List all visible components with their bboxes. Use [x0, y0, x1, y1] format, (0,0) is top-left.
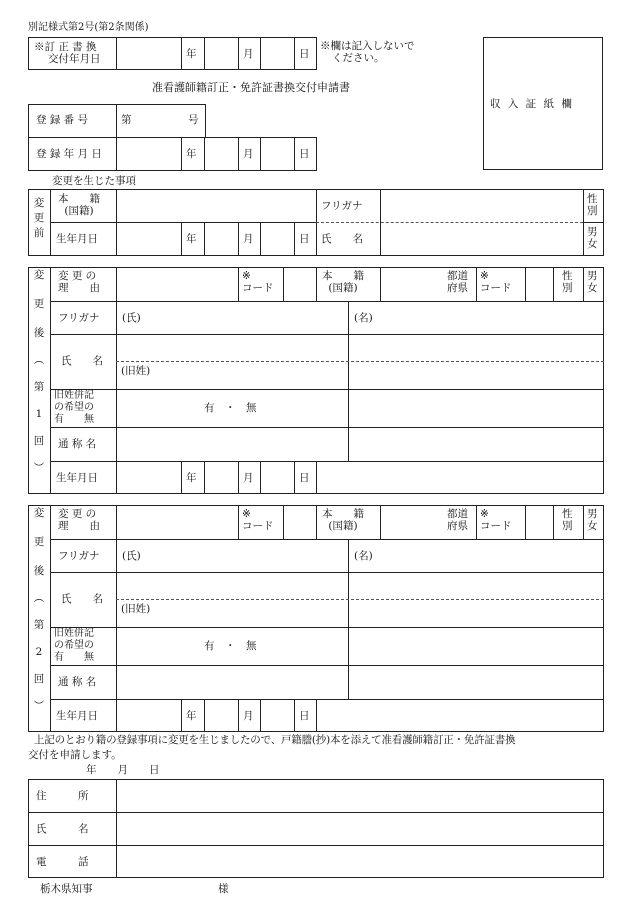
after-2-birth-day-input[interactable]	[261, 700, 293, 731]
after-1-prefecture-label: 都道 府県	[447, 270, 468, 295]
after-2-furigana-surname-mark: (氏)	[122, 550, 141, 562]
after-2-sex-options[interactable]: 男 女	[587, 508, 598, 533]
registration-number-input[interactable]	[133, 105, 185, 137]
after-2-reason-input[interactable]	[117, 506, 237, 538]
month-unit: 月	[243, 472, 254, 484]
after-2-prefecture-label: 都道 府県	[447, 508, 468, 533]
day-unit: 日	[299, 48, 310, 60]
after-1-birth-year-input[interactable]	[117, 462, 180, 493]
before-name-label: 氏 名	[321, 233, 363, 245]
after-1-alias-label: 通 称 名	[58, 438, 97, 450]
before-sex-options[interactable]: 男 女	[587, 226, 598, 251]
year-unit: 年	[186, 472, 197, 484]
month-unit: 月	[243, 48, 254, 60]
after-1-sex-label: 性 別	[562, 270, 573, 295]
before-change-side-label: 変 更 前	[33, 197, 45, 239]
after-1-reason-label: 変 更 の 理 由	[58, 270, 100, 295]
after-1-furigana-given-mark: (名)	[354, 312, 373, 324]
registration-number-prefix: 第	[121, 114, 132, 126]
after-2-alias-input[interactable]	[117, 666, 347, 698]
after-1-old-surname-input[interactable]	[155, 362, 347, 388]
changes-heading: 変更を生じた事項	[52, 175, 136, 187]
month-unit: 月	[243, 148, 254, 160]
after-change-1-side-label: 変 更 後 ︵ 第 1 回 ︶	[33, 269, 45, 474]
after-1-alias-input[interactable]	[117, 428, 347, 460]
after-1-honseki-label: 本 籍 (国籍)	[322, 270, 364, 295]
office-use-note: ※欄は記入しないで ください。	[320, 40, 415, 65]
after-2-given-name-input[interactable]	[349, 573, 603, 598]
after-2-old-surname-input[interactable]	[155, 600, 347, 626]
registration-month-input[interactable]	[205, 138, 237, 170]
year-unit: 年	[186, 48, 197, 60]
month-unit: 月	[243, 710, 254, 722]
addressee-office: 栃木県知事	[40, 883, 93, 895]
correction-date-label: ※訂 正 書 換 交付年月日	[34, 41, 101, 66]
after-2-name-label: 氏 名	[61, 593, 103, 605]
after-1-birth-month-input[interactable]	[205, 462, 237, 493]
year-unit: 年	[186, 148, 197, 160]
correction-day-input[interactable]	[261, 38, 293, 69]
form-number: 別記様式第2号(第2条関係)	[28, 22, 149, 33]
addressee-honorific: 様	[218, 883, 229, 895]
day-unit: 日	[299, 710, 310, 722]
after-1-furigana-surname-mark: (氏)	[122, 312, 141, 324]
phone-input[interactable]	[117, 846, 603, 877]
after-2-honseki-label: 本 籍 (国籍)	[322, 508, 364, 533]
correction-year-input[interactable]	[117, 38, 180, 69]
after-2-birth-year-input[interactable]	[117, 700, 180, 731]
before-name-input[interactable]	[381, 223, 582, 255]
year-unit: 年	[186, 233, 197, 245]
before-sex-label: 性 別	[587, 193, 598, 218]
after-1-surname-input[interactable]	[117, 335, 347, 360]
declaration-line-2: 交付を申請します。	[28, 749, 122, 761]
after-2-honseki-input[interactable]	[381, 506, 443, 538]
day-unit: 日	[299, 148, 310, 160]
address-input[interactable]	[117, 780, 603, 811]
after-1-kyusei-label: 旧姓併記 の希望の 有 無	[54, 390, 94, 425]
after-1-name-label: 氏 名	[61, 355, 103, 367]
after-1-furigana-surname-input[interactable]	[145, 302, 347, 333]
before-birth-year-input[interactable]	[117, 223, 180, 255]
after-2-reason-label: 変 更 の 理 由	[58, 508, 100, 533]
day-unit: 日	[299, 233, 310, 245]
after-2-sex-label: 性 別	[562, 508, 573, 533]
after-2-birth-label: 生年月日	[56, 710, 98, 722]
month-unit: 月	[243, 233, 254, 245]
after-1-birth-day-input[interactable]	[261, 462, 293, 493]
after-2-furigana-surname-input[interactable]	[145, 540, 347, 571]
before-furigana-input[interactable]	[381, 190, 582, 221]
after-2-honseki-code-label: ※ コード	[480, 508, 512, 533]
after-1-reason-input[interactable]	[117, 268, 237, 300]
after-2-birth-month-input[interactable]	[205, 700, 237, 731]
correction-month-input[interactable]	[205, 38, 237, 69]
after-2-furigana-label: フリガナ	[58, 550, 100, 562]
before-birth-label: 生年月日	[56, 233, 98, 245]
applicant-name-input[interactable]	[117, 813, 603, 844]
after-2-furigana-given-mark: (名)	[354, 550, 373, 562]
after-1-kyusei-choice[interactable]: 有 ・ 無	[204, 402, 257, 414]
after-1-reason-code-label: ※ コード	[242, 270, 274, 295]
after-1-birth-label: 生年月日	[56, 472, 98, 484]
before-birth-day-input[interactable]	[261, 223, 293, 255]
registration-year-input[interactable]	[117, 138, 180, 170]
after-1-sex-options[interactable]: 男 女	[587, 270, 598, 295]
application-date: 年 月 日	[86, 764, 160, 776]
applicant-name-label: 氏 名	[36, 823, 89, 835]
before-honseki-input[interactable]	[117, 190, 315, 221]
day-unit: 日	[299, 472, 310, 484]
after-1-honseki-input[interactable]	[381, 268, 443, 300]
after-1-honseki-code-label: ※ コード	[480, 270, 512, 295]
after-1-furigana-label: フリガナ	[58, 312, 100, 324]
after-1-furigana-given-input[interactable]	[377, 302, 603, 333]
after-2-old-surname-label: (旧姓)	[121, 603, 151, 615]
phone-label: 電 話	[36, 856, 89, 868]
form-title: 准看護師籍訂正・免許証書換交付申請書	[152, 81, 350, 94]
before-furigana-label: フリガナ	[321, 200, 363, 212]
after-1-old-surname-label: (旧姓)	[121, 365, 151, 377]
year-unit: 年	[186, 710, 197, 722]
after-2-reason-code-label: ※ コード	[242, 508, 274, 533]
after-2-surname-input[interactable]	[117, 573, 347, 598]
declaration-line-1: 上記のとおり籍の登録事項に変更を生じましたので、戸籍謄(抄)本を添えて准看護師籍訂正・免許証書換	[34, 734, 516, 746]
after-change-2-side-label: 変 更 後 ︵ 第 2 回 ︶	[33, 507, 45, 712]
registration-day-input[interactable]	[261, 138, 293, 170]
after-2-kyusei-choice[interactable]: 有 ・ 無	[204, 640, 257, 652]
registration-number-suffix: 号	[188, 114, 199, 126]
revenue-stamp-label: 収 入 証 紙 欄	[490, 98, 574, 110]
address-label: 住 所	[36, 790, 89, 802]
after-2-alias-label: 通 称 名	[58, 676, 97, 688]
after-2-kyusei-label: 旧姓併記 の希望の 有 無	[54, 628, 94, 663]
after-2-furigana-given-input[interactable]	[377, 540, 603, 571]
before-birth-month-input[interactable]	[205, 223, 237, 255]
registration-number-label: 登 録 番 号	[36, 114, 89, 126]
before-honseki-label: 本 籍 (国籍)	[58, 193, 100, 218]
registration-date-label: 登 録 年 月 日	[36, 148, 102, 160]
after-1-given-name-input[interactable]	[349, 335, 603, 360]
